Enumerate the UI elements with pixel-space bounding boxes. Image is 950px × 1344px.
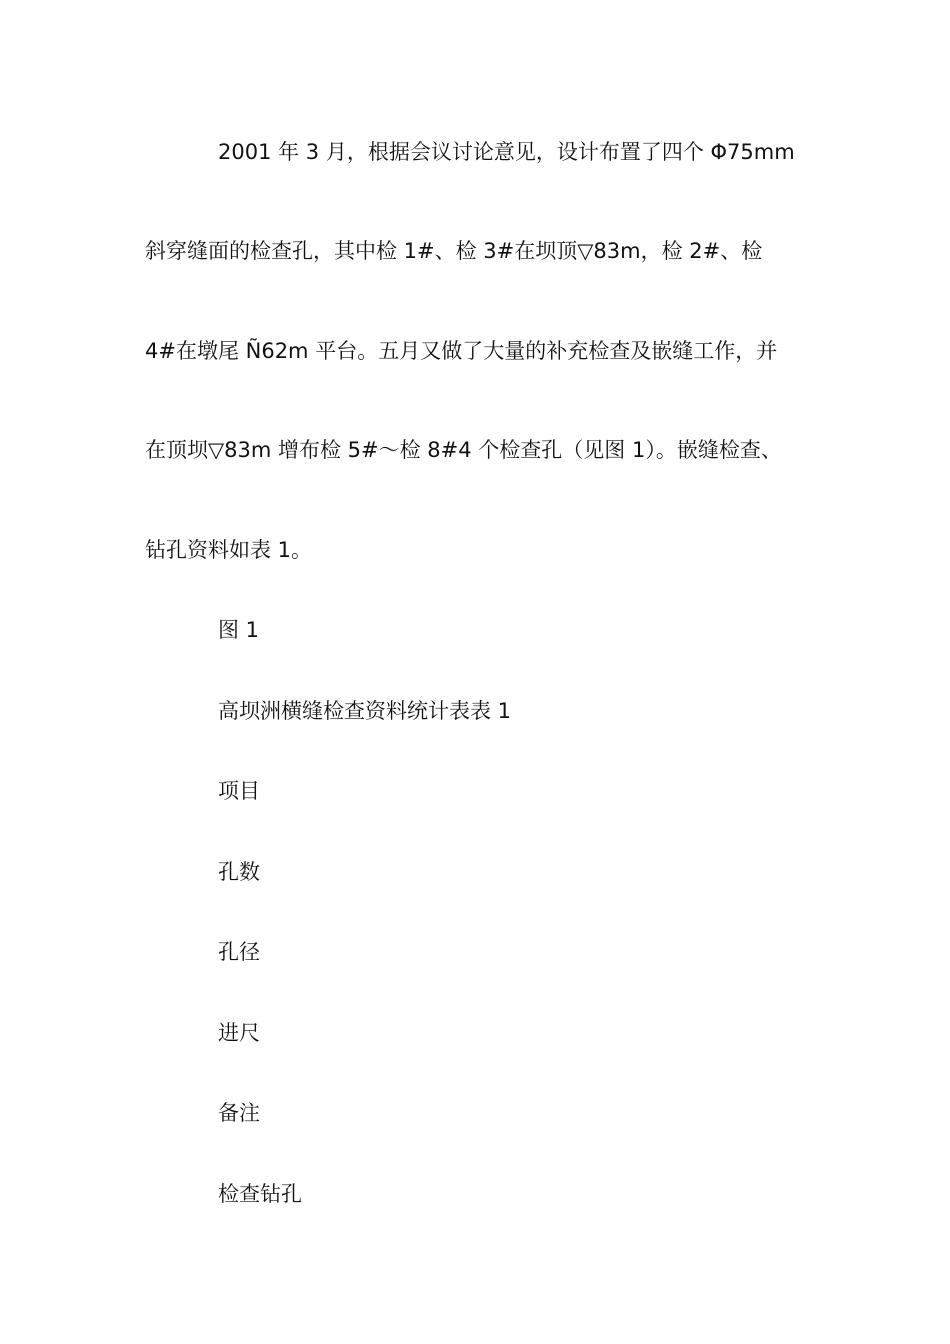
table-cell-remarks: 备注 xyxy=(218,1101,260,1125)
paragraph-line-4: 在顶坝▽83m 增布检 5#～检 8#4 个检查孔（见图 1）。嵌缝检查、 xyxy=(145,438,782,462)
paragraph-line-2: 斜穿缝面的检查孔，其中检 1#、检 3#在坝顶▽83m，检 2#、检 xyxy=(145,239,763,263)
table-cell-hole-diameter: 孔径 xyxy=(218,940,260,964)
table-caption: 高坝洲横缝检查资料统计表表 1 xyxy=(218,699,512,723)
table-cell-hole-count: 孔数 xyxy=(218,860,260,884)
table-cell-inspection-drilling: 检查钻孔 xyxy=(218,1182,302,1206)
table-cell-item: 项目 xyxy=(218,779,260,803)
paragraph-line-1: 2001 年 3 月，根据会议讨论意见，设计布置了四个 Φ75mm xyxy=(218,140,795,164)
paragraph-line-3: 4#在墩尾 Ñ62m 平台。五月又做了大量的补充检查及嵌缝工作，并 xyxy=(145,339,778,363)
paragraph-line-5: 钻孔资料如表 1。 xyxy=(145,538,313,562)
table-cell-footage: 进尺 xyxy=(218,1021,260,1045)
figure-caption: 图 1 xyxy=(218,618,260,642)
